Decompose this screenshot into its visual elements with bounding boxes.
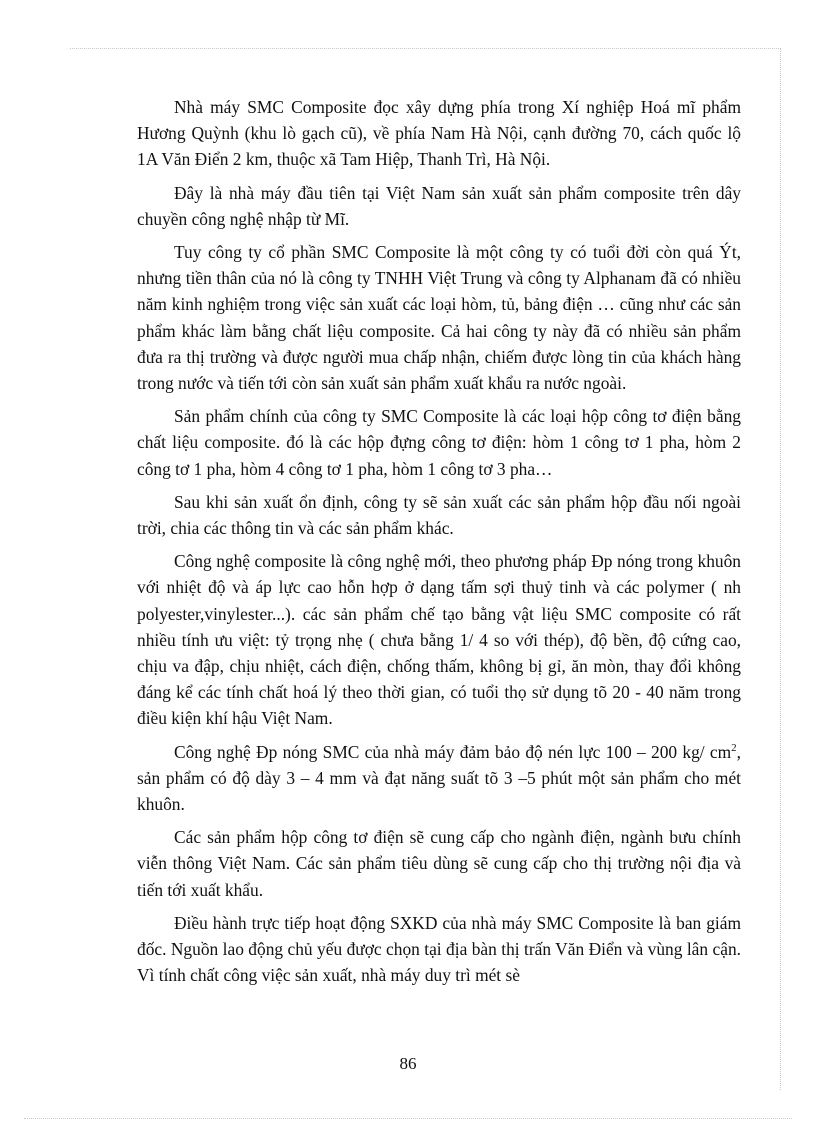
paragraph-first-factory: Đây là nhà máy đầu tiên tại Việt Nam sản xuất sản phẩm composite trên dây chuyền công nghệ nhập từ Mĩ. [137, 182, 741, 229]
paragraph-pressing-technology [137, 739, 741, 818]
bottom-dotted-rule [24, 1118, 792, 1119]
paragraph-management: Điều hành trực tiếp hoạt động SXKD của nhà máy SMC Composite là ban giám đốc. Nguồn lao động chủ yếu được chọn tại địa bàn thị trấn Văn Điển và vùng lân cận. Vì tính chất công việc sản xuất, nhà máy duy trì mét sè [137, 912, 741, 986]
paragraph-composite-technology: Công nghệ composite là công nghệ mới, theo phương pháp Đp nóng trong khuôn với nhiệt độ và áp lực cao hỗn hợp ở dạng tấm sợi thuỷ tinh và các polymer ( nh polyester,vinylester...). các sản phẩm chế tạo bằng vật liệu SMC composite có rất nhiều tính ưu việt: tỷ trọng nhẹ ( chưa bằng 1/ 4 so với thép), độ bền, độ cứng cao, chịu va đập, chịu nhiệt, cách điện, chống thấm, không bị gỉ, ăn mòn, thay đổi không đáng kể các tính chất hoá lý theo thời gian, có tuổi thọ sử dụng tõ 20 - 40 năm trong điều kiện khí hậu Việt Nam. [137, 551, 741, 729]
paragraph-main-products: Sản phẩm chính của công ty SMC Composite là các loại hộp công tơ điện bằng chất liệu composite. đó là các hộp đựng công tơ điện: hòm 1 công tơ 1 pha, hòm 2 công tơ 1 pha, hòm 4 công tơ 1 pha, hòm 1 công tơ 3 pha… [137, 406, 741, 479]
paragraph-company-history: Tuy công ty cổ phần SMC Composite là một công ty có tuổi đời còn quá Ýt, nhưng tiền thân của nó là công ty TNHH Việt Trung và công ty Alphanam đã có nhiều năm kinh nghiệm trong việc sản xuất các loại hòm, tủ, bảng điện … cũng như các sản phẩm khác làm bằng chất liệu composite. Cả hai công ty này đã có nhiều sản phẩm đưa ra thị trường và được người mua chấp nhận, chiếm được lòng tin của khách hàng trong nước và tiến tới còn sản xuất sản phẩm xuất khẩu ra nước ngoài. [137, 242, 741, 394]
page-number: 86 [399, 1054, 417, 1073]
paragraph-market: Các sản phẩm hộp công tơ điện sẽ cung cấp cho ngành điện, ngành bưu chính viễn thông Việt Nam. Các sản phẩm tiêu dùng sẽ cung cấp cho thị trường nội địa và tiến tới xuất khẩu. [137, 827, 741, 900]
paragraph-future-products: Sau khi sản xuất ổn định, công ty sẽ sản xuất các sản phẩm hộp đầu nối ngoài trời, chia các thông tin và các sản phẩm khác. [137, 491, 741, 539]
pressing-text-end: , sản phẩm có độ dày 3 – 4 mm và đạt năng suất tõ 3 –5 phút một sản phẩm cho mét khuôn. [137, 741, 741, 815]
document-body [137, 94, 741, 996]
pressing-text-start: Công nghệ Đp nóng SMC của nhà máy đảm bảo độ nén lực 100 – 200 kg/ cm [174, 741, 732, 762]
paragraph-location: Nhà máy SMC Composite đọc xây dựng phía trong Xí nghiệp Hoá mĩ phẩm Hương Quỳnh (khu lò gạch cũ), về phía Nam Hà Nội, cạnh đường 70, cách quốc lộ 1A Văn Điển 2 km, thuộc xã Tam Hiệp, Thanh Trì, Hà Nội. [137, 97, 741, 170]
superscript-exponent: 2 [731, 741, 737, 754]
